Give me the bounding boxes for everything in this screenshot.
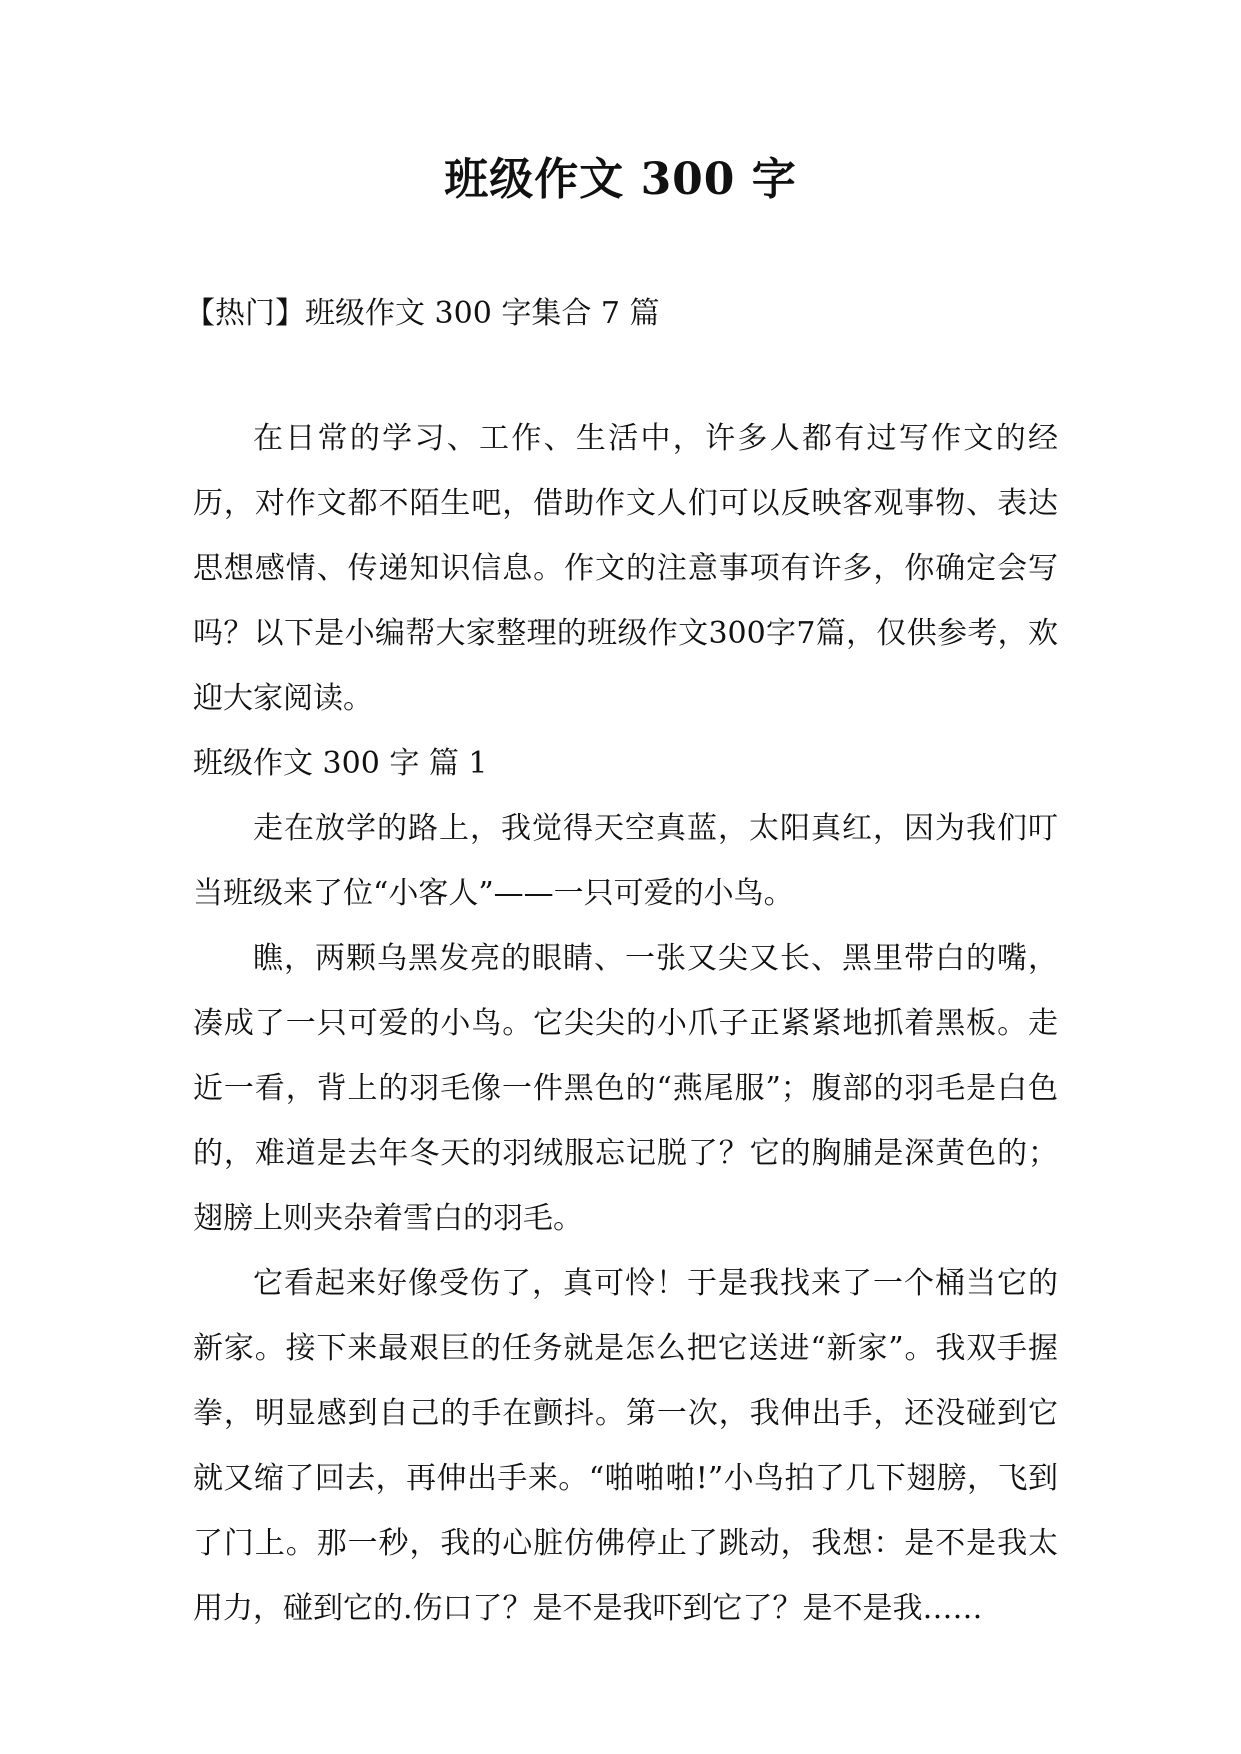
- document-body: [193, 406, 1058, 1641]
- body-paragraph: 走在放学的路上，我觉得天空真蓝，太阳真红，因为我们叮当班级来了位“小客人”——一只可爱的小鸟。: [193, 811, 1058, 911]
- body-paragraph: 它看起来好像受伤了，真可怜！于是我找来了一个桶当它的新家。接下来最艰巨的任务就是怎么把它送进“新家”。我双手握拳，明显感到自己的手在颤抖。第一次，我伸出手，还没碰到它就又缩了回去，再伸出手来。“啪啪啪!”小鸟拍了几下翅膀，飞到了门上。那一秒，我的心脏仿佛停止了跳动，我想：是不是我太用力，碰到它的.伤口了？是不是我吓到它了？是不是我……: [193, 1266, 1058, 1626]
- document-title: 班级作文 300 字: [444, 154, 797, 205]
- body-paragraph: 瞧，两颗乌黑发亮的眼睛、一张又尖又长、黑里带白的嘴，凑成了一只可爱的小鸟。它尖尖的小爪子正紧紧地抓着黑板。走近一看，背上的羽毛像一件黑色的“燕尾服”；腹部的羽毛是白色的，难道是去年冬天的羽绒服忘记脱了？它的胸脯是深黄色的；翅膀上则夹杂着雪白的羽毛。: [193, 941, 1058, 1236]
- document-subtitle: 【热门】班级作文 300 字集合 7 篇: [185, 296, 660, 331]
- section-heading: 班级作文 300 字 篇 1: [193, 746, 488, 781]
- intro-paragraph: 在日常的学习、工作、生活中，许多人都有过写作文的经历，对作文都不陌生吧，借助作文人们可以反映客观事物、表达思想感情、传递知识信息。作文的注意事项有许多，你确定会写吗？以下是小编帮大家整理的班级作文300字7篇，仅供参考，欢迎大家阅读。: [193, 421, 1058, 716]
